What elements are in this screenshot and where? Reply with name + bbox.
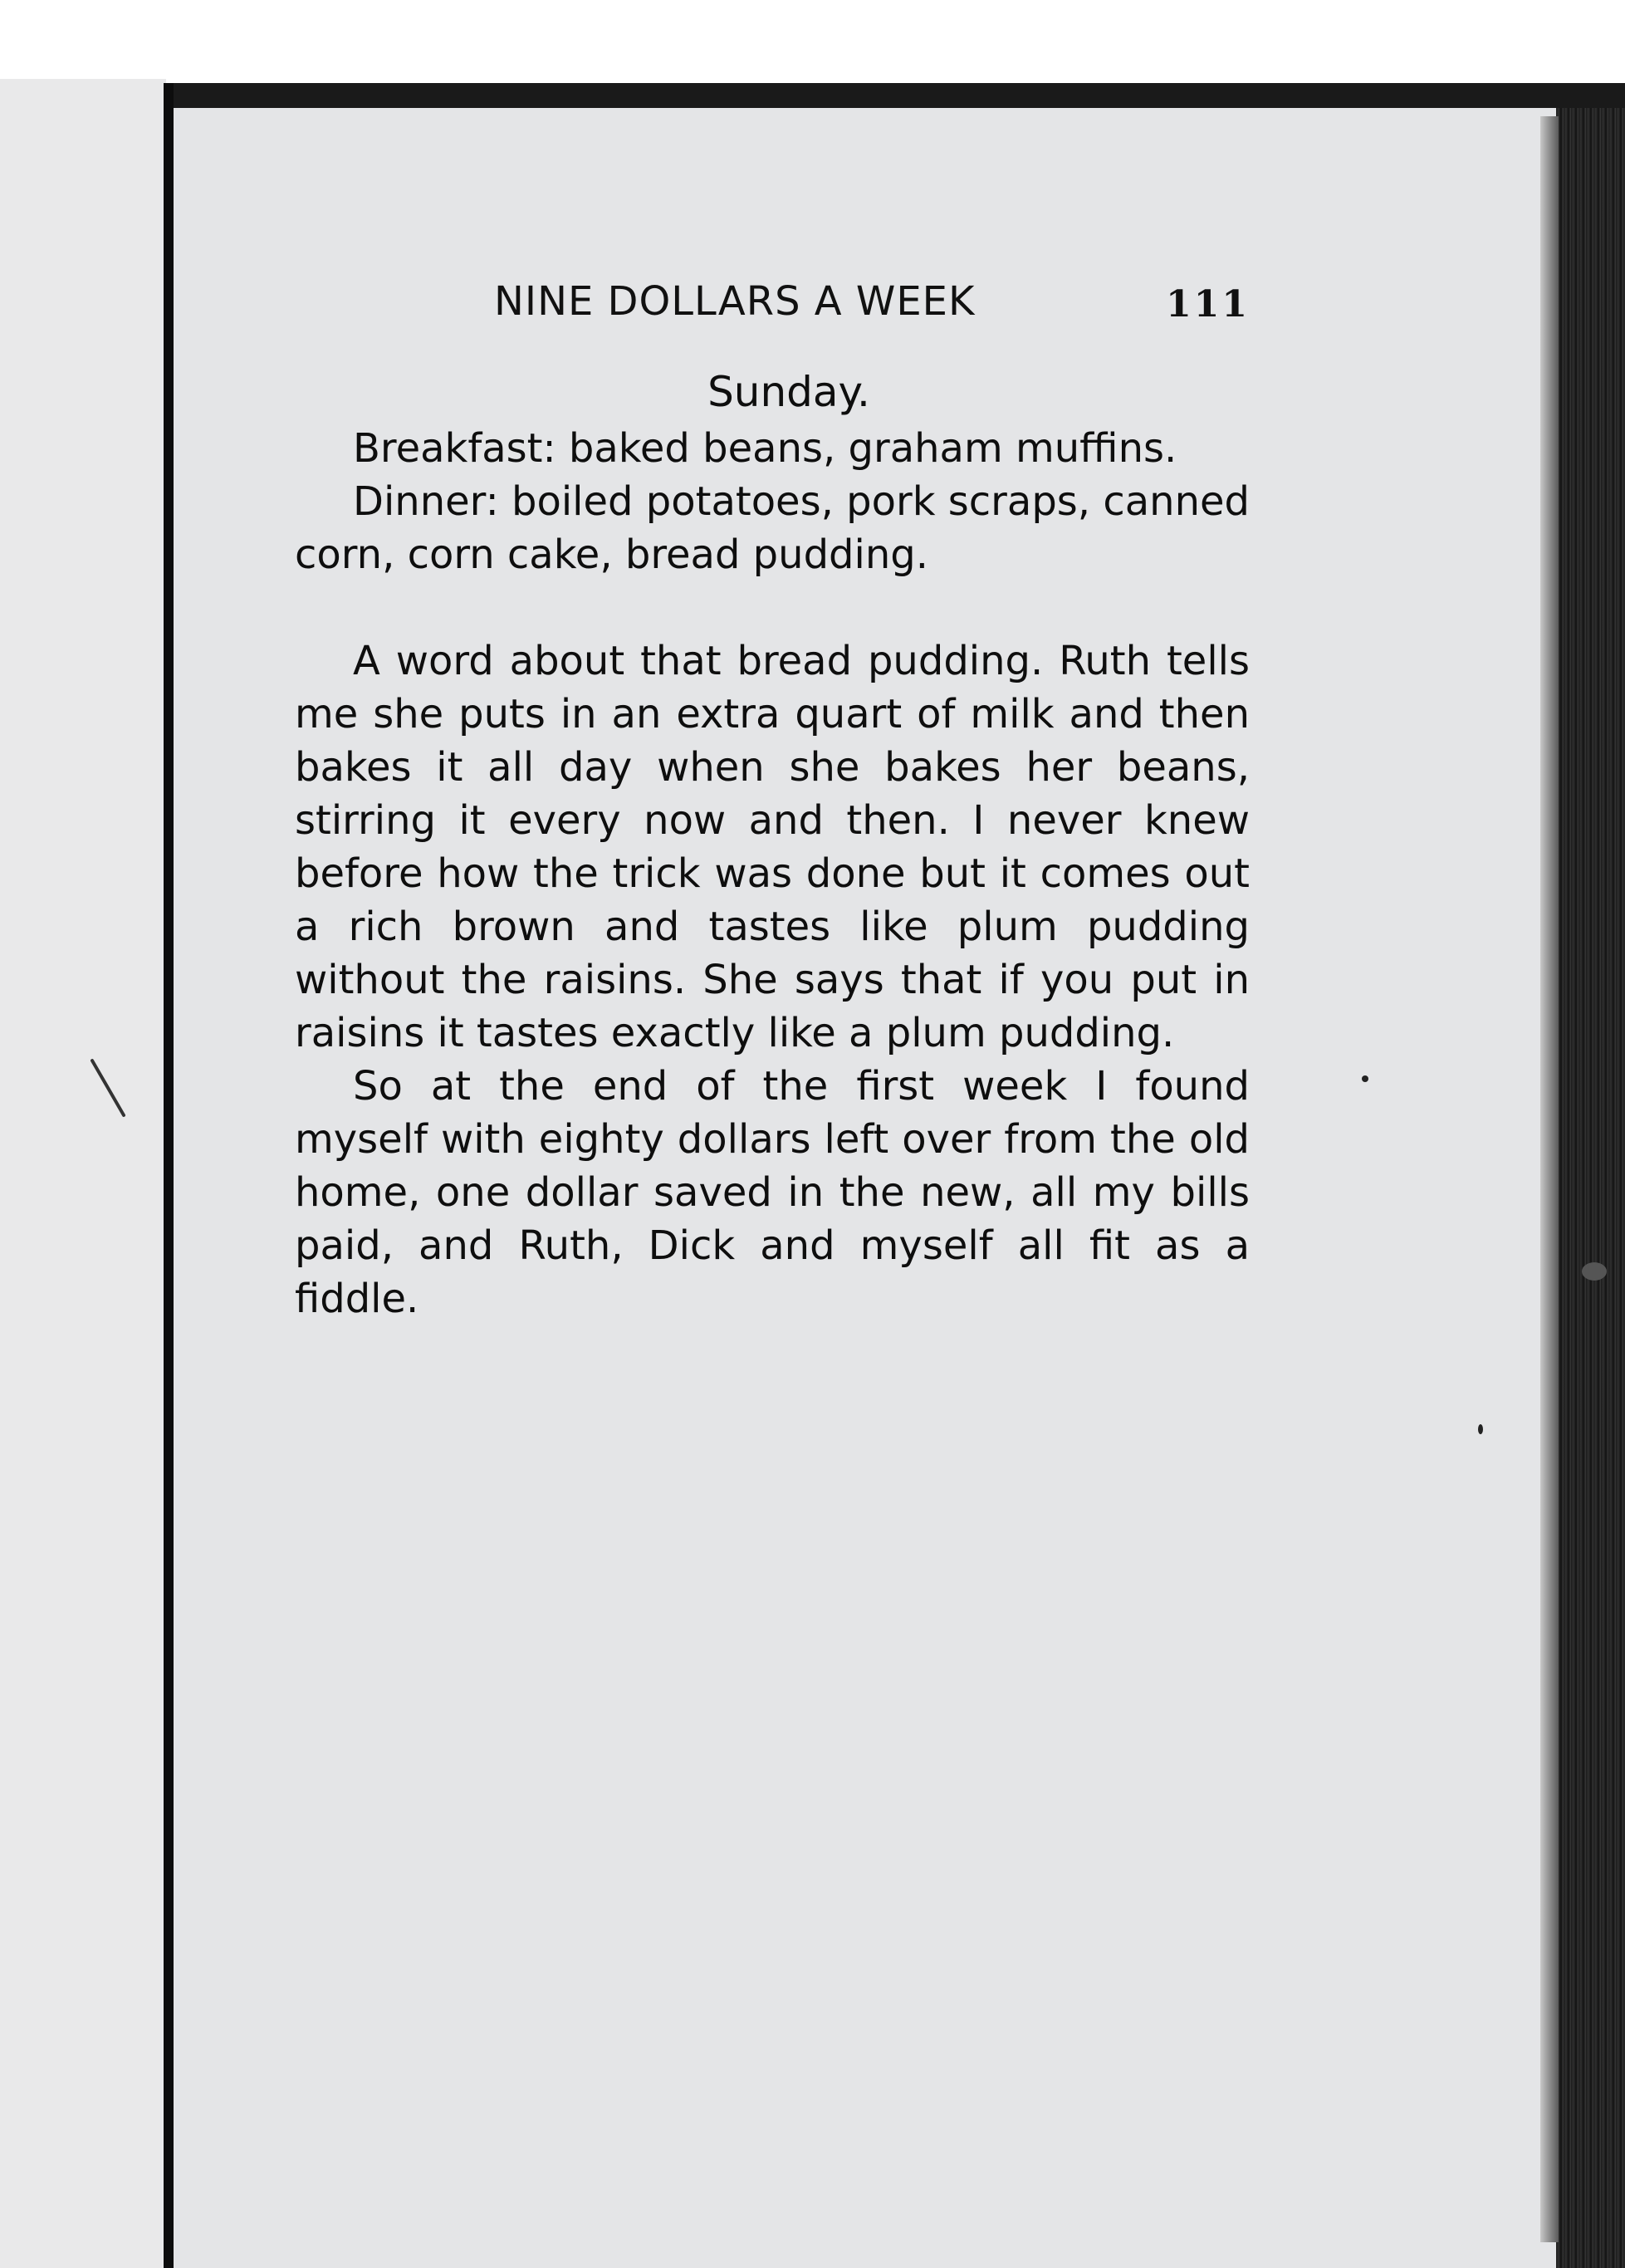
scan-speck bbox=[1582, 1262, 1607, 1281]
scan-top-margin bbox=[0, 0, 1625, 83]
paragraph-bread-pudding: A word about that bread pudding. Ruth tells me she puts in an extra quart of milk and then bakes it all day when she bakes her beans, stirring it every now and then. I never knew before how the trick was done but it comes out a rich brown and tastes like plum pudding without the raisins. She says that if you put in raisins it tastes exactly like a plum pudding. bbox=[295, 638, 1250, 1056]
scan-speck bbox=[1478, 1424, 1483, 1434]
book-gutter bbox=[164, 83, 174, 2268]
menu-breakfast: Breakfast: baked beans, graham muffins. bbox=[353, 425, 1177, 472]
book-fore-edge bbox=[1556, 108, 1625, 2268]
page-stack-edge bbox=[1540, 116, 1559, 2242]
facing-page-edge bbox=[0, 79, 166, 2268]
page-number: 111 bbox=[1166, 283, 1250, 326]
section-heading: Sunday. bbox=[707, 368, 870, 416]
page-body bbox=[295, 365, 1250, 1325]
paragraph-end-of-week: So at the end of the first week I found myself with eighty dollars left over from the old home, one dollar saved in the new, all my bills paid, and Ruth, Dick and myself all fit as a fiddle. bbox=[295, 1063, 1250, 1322]
scan-speck bbox=[1362, 1075, 1368, 1082]
page-header bbox=[494, 278, 1258, 345]
running-head: NINE DOLLARS A WEEK bbox=[494, 278, 976, 325]
menu-dinner: Dinner: boiled potatoes, pork scraps, canned corn, corn cake, bread pudding. bbox=[295, 478, 1250, 578]
paragraph-gap bbox=[295, 581, 1250, 634]
